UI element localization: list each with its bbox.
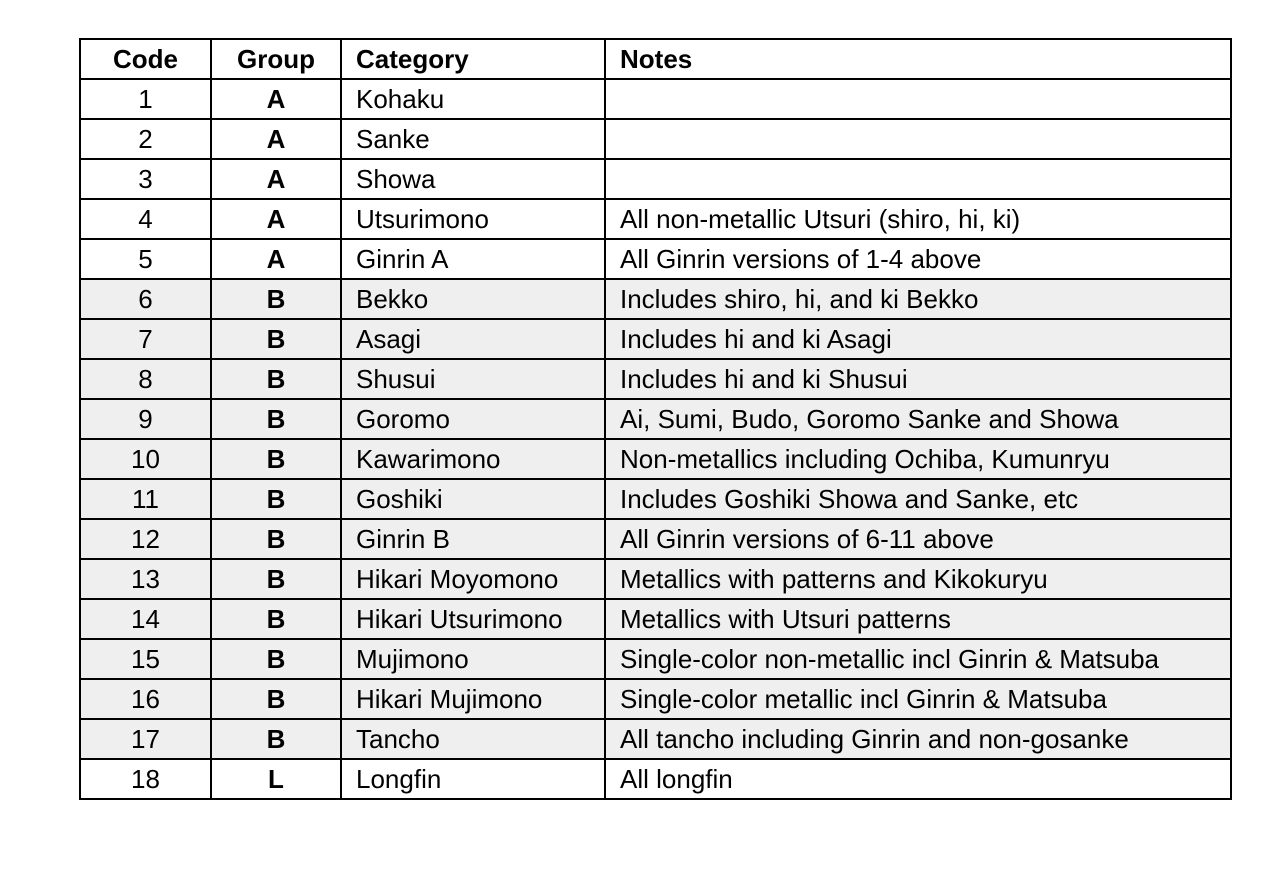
table-row [80, 599, 1231, 639]
cell-notes: Metallics with patterns and Kikokuryu [605, 559, 1231, 599]
header-notes: Notes [605, 39, 1231, 79]
cell-group: A [211, 239, 341, 279]
table-row [80, 319, 1231, 359]
table-row [80, 679, 1231, 719]
table-row [80, 279, 1231, 319]
cell-notes: All Ginrin versions of 6-11 above [605, 519, 1231, 559]
cell-code: 8 [80, 359, 211, 399]
cell-group: B [211, 439, 341, 479]
cell-group: B [211, 399, 341, 439]
cell-category: Goshiki [341, 479, 605, 519]
cell-code: 5 [80, 239, 211, 279]
cell-group: B [211, 639, 341, 679]
table-row [80, 359, 1231, 399]
cell-notes: All Ginrin versions of 1-4 above [605, 239, 1231, 279]
cell-notes: Includes Goshiki Showa and Sanke, etc [605, 479, 1231, 519]
table-row [80, 719, 1231, 759]
table-row [80, 199, 1231, 239]
cell-code: 17 [80, 719, 211, 759]
table-row [80, 79, 1231, 119]
cell-notes: All tancho including Ginrin and non-gosanke [605, 719, 1231, 759]
cell-category: Hikari Moyomono [341, 559, 605, 599]
cell-code: 11 [80, 479, 211, 519]
table-row [80, 759, 1231, 799]
cell-notes: Ai, Sumi, Budo, Goromo Sanke and Showa [605, 399, 1231, 439]
cell-category: Hikari Mujimono [341, 679, 605, 719]
cell-group: B [211, 559, 341, 599]
cell-notes [605, 119, 1231, 159]
cell-group: A [211, 199, 341, 239]
cell-category: Goromo [341, 399, 605, 439]
cell-category: Bekko [341, 279, 605, 319]
cell-group: B [211, 479, 341, 519]
table-header [80, 39, 1231, 79]
cell-group: A [211, 159, 341, 199]
table-body [80, 79, 1231, 799]
cell-code: 13 [80, 559, 211, 599]
cell-category: Hikari Utsurimono [341, 599, 605, 639]
table-row [80, 159, 1231, 199]
header-group: Group [211, 39, 341, 79]
cell-code: 10 [80, 439, 211, 479]
cell-group: B [211, 359, 341, 399]
cell-group: B [211, 719, 341, 759]
cell-category: Sanke [341, 119, 605, 159]
cell-notes: Single-color metallic incl Ginrin & Matsuba [605, 679, 1231, 719]
cell-notes: Includes hi and ki Asagi [605, 319, 1231, 359]
cell-group: B [211, 599, 341, 639]
cell-category: Ginrin A [341, 239, 605, 279]
cell-code: 15 [80, 639, 211, 679]
cell-category: Ginrin B [341, 519, 605, 559]
table-row [80, 239, 1231, 279]
cell-category: Asagi [341, 319, 605, 359]
cell-category: Longfin [341, 759, 605, 799]
cell-code: 7 [80, 319, 211, 359]
cell-notes: Single-color non-metallic incl Ginrin & Matsuba [605, 639, 1231, 679]
cell-code: 9 [80, 399, 211, 439]
table-row [80, 559, 1231, 599]
cell-notes: Includes hi and ki Shusui [605, 359, 1231, 399]
table-row [80, 519, 1231, 559]
cell-code: 16 [80, 679, 211, 719]
cell-notes: Includes shiro, hi, and ki Bekko [605, 279, 1231, 319]
cell-category: Shusui [341, 359, 605, 399]
cell-code: 12 [80, 519, 211, 559]
header-row [80, 39, 1231, 79]
cell-notes: Non-metallics including Ochiba, Kumunryu [605, 439, 1231, 479]
cell-category: Utsurimono [341, 199, 605, 239]
cell-code: 6 [80, 279, 211, 319]
cell-code: 3 [80, 159, 211, 199]
cell-category: Tancho [341, 719, 605, 759]
cell-notes [605, 79, 1231, 119]
cell-group: B [211, 519, 341, 559]
cell-category: Mujimono [341, 639, 605, 679]
cell-group: A [211, 79, 341, 119]
header-code: Code [80, 39, 211, 79]
cell-code: 2 [80, 119, 211, 159]
cell-notes [605, 159, 1231, 199]
table-row [80, 119, 1231, 159]
cell-code: 1 [80, 79, 211, 119]
cell-group: A [211, 119, 341, 159]
cell-code: 18 [80, 759, 211, 799]
cell-group: L [211, 759, 341, 799]
cell-notes: All longfin [605, 759, 1231, 799]
cell-group: B [211, 279, 341, 319]
cell-category: Kawarimono [341, 439, 605, 479]
cell-category: Kohaku [341, 79, 605, 119]
table-row [80, 439, 1231, 479]
table-row [80, 639, 1231, 679]
cell-notes: All non-metallic Utsuri (shiro, hi, ki) [605, 199, 1231, 239]
cell-group: B [211, 679, 341, 719]
header-category: Category [341, 39, 605, 79]
cell-code: 14 [80, 599, 211, 639]
table-row [80, 479, 1231, 519]
cell-code: 4 [80, 199, 211, 239]
cell-notes: Metallics with Utsuri patterns [605, 599, 1231, 639]
cell-category: Showa [341, 159, 605, 199]
table-row [80, 399, 1231, 439]
koi-category-table [79, 38, 1232, 800]
cell-group: B [211, 319, 341, 359]
